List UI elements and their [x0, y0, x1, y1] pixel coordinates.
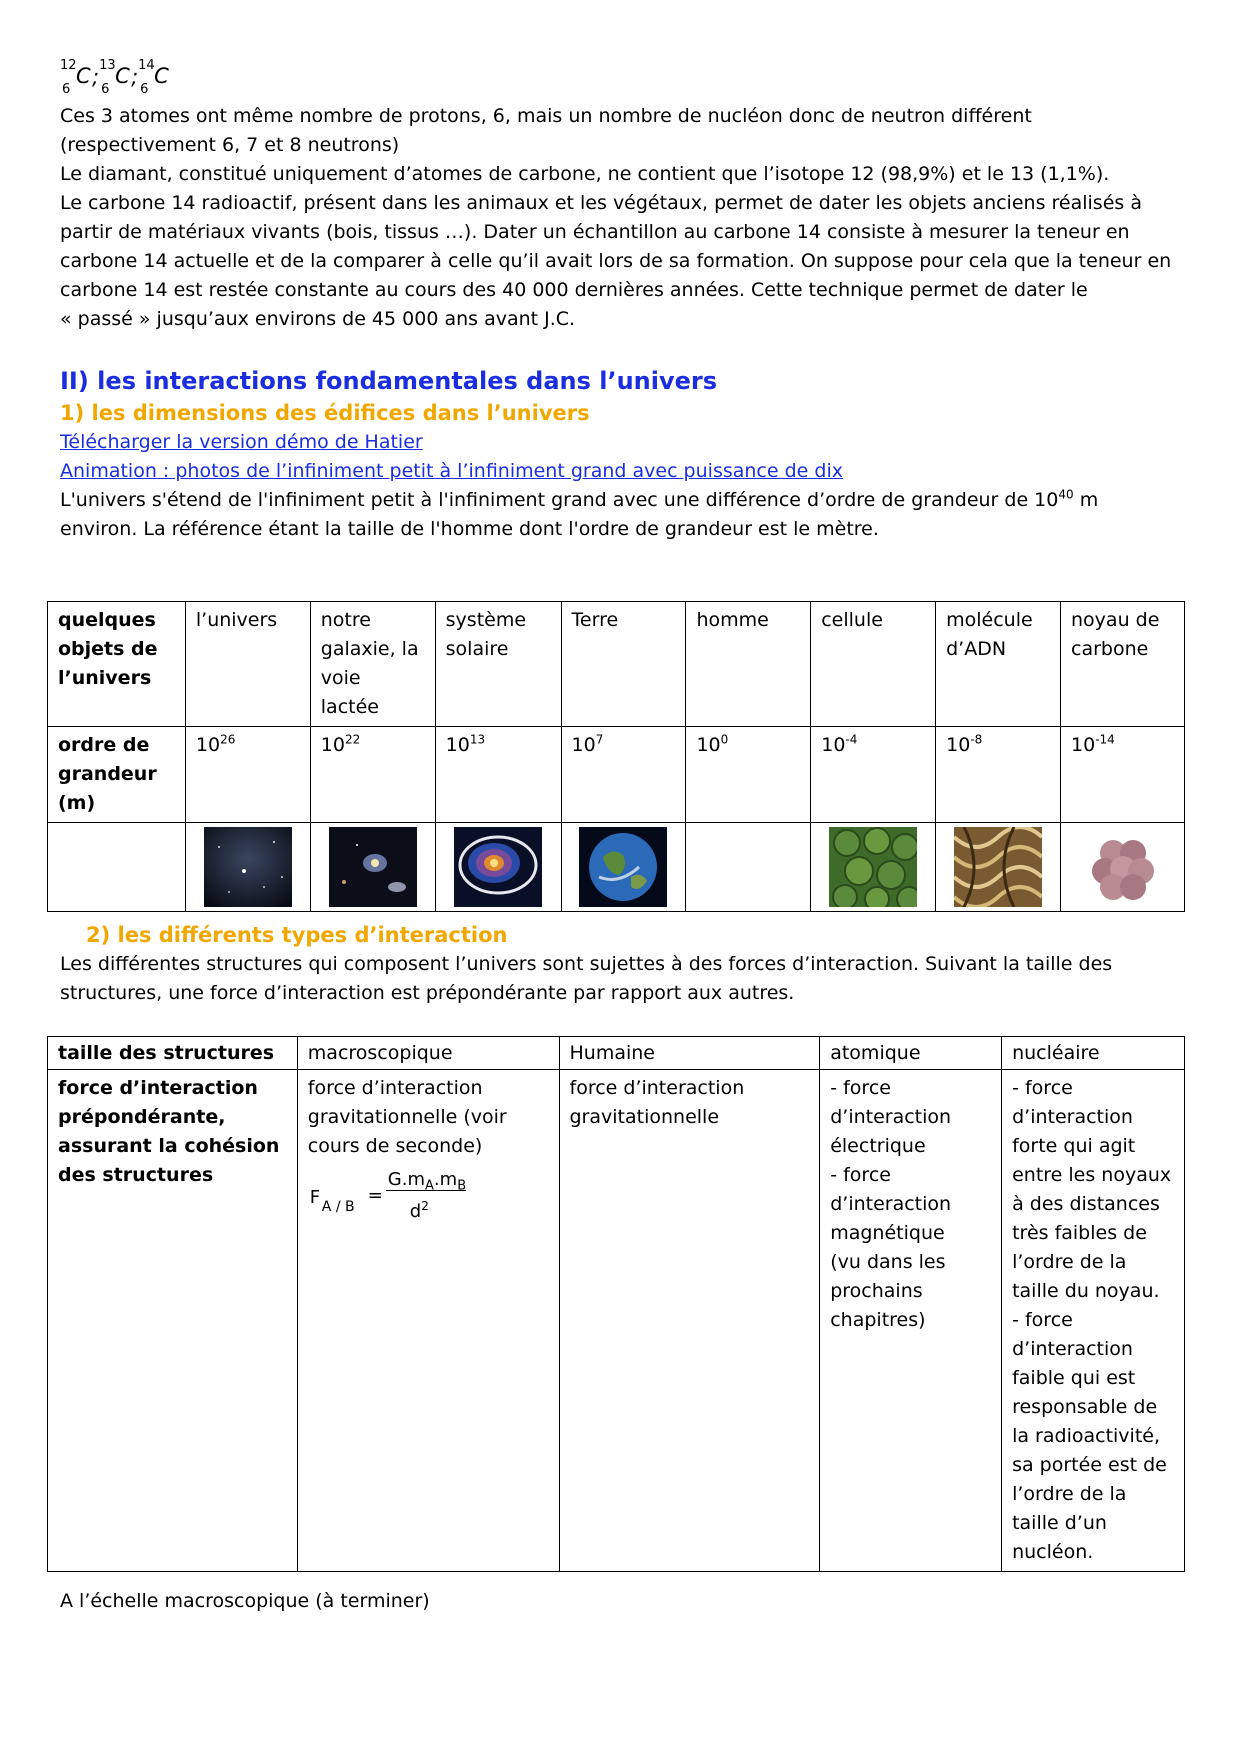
isotope-c13: 13 6 C — [99, 58, 130, 97]
objects-table — [47, 601, 1185, 912]
object-name: l’univers — [185, 602, 310, 727]
dna-image — [954, 827, 1042, 907]
object-name: homme — [686, 602, 811, 727]
magnitude-value: $10^{-14}$ — [1061, 727, 1185, 823]
images-row — [48, 823, 1185, 912]
document-page: 12 6 C ; 13 6 C ; 14 6 C Ces 3 atomes ont même nombre de protons, 6, mais un nombre de nucléon donc de neutron différent (respectivement 6, 7 et 8 neutrons) Le diamant, constitué uniquement d’atomes de carbone, ne contient que l’isotope 12 (98,9%) et le 13 (1,1%). Le carbone 14 radioactif, présent dans les animaux et les végétaux, permet de dater les objets anciens réalisés à partir de matériaux vivants (bois, tissus …). Dater un échantillon au carbone 14 consiste à mesurer la teneur en carbone 14 actuelle et de la comparer à celle qu’il avait lors de sa formation. On suppose pour cela que la teneur en carbone 14 est restée constante au cours des 40 000 dernières années. Cette technique permet de dater le « passé » jusqu’aux environs de 45 000 ans avant J.C. II) les interactions fondamentales dans l’univers 1) les dimensions des édifices dans l’univers Télécharger la version démo de Hatier Animation : photos de l’infiniment petit à l’infiniment grand avec puissance de dix L'univers s'étend de l'infiniment petit à l'infiniment grand avec une différence d’ordre de grandeur de $10^{40}$ m environ. La référence étant la taille de l'homme dont l'ordre de grandeur est le mètre. — [60, 58, 1200, 544]
object-name: cellule — [811, 602, 936, 727]
solar-system-image — [454, 827, 542, 907]
objects-row — [48, 602, 1185, 727]
object-name: noyau de carbone — [1061, 602, 1185, 727]
magnitude-value: $10^{22}$ — [310, 727, 435, 823]
force-row: force d’interaction prépondérante, assurant la cohésion des structures force d’interaction gravitationnelle (voir cours de seconde) F A / B = $G.m_A.m_B$ $d^2$ force d’interaction gravitationnelle - force d’interaction électrique - force d’interaction magnétique (vu dans les prochains chapitres) - force d’interaction forte qui agit entre les noyaux à des distances très faibles de l’ordre de la taille du noyau. - force d’interaction faible qui est responsable de la radioactivité, sa portée est de l’ordre de la taille d’un nucléon. — [48, 1070, 1185, 1572]
magnitude-row — [48, 727, 1185, 823]
magnitude-value: $10^{13}$ — [435, 727, 561, 823]
isotope-c12: 12 6 C — [60, 58, 91, 97]
magnitude-value: $10^7$ — [561, 727, 686, 823]
interaction-table — [47, 1036, 1185, 1572]
magnitude-value: $10^{26}$ — [185, 727, 310, 823]
scale-text: L'univers s'étend de l'infiniment petit à l'infiniment grand avec une différence d’ordre de grandeur de $10^{40}$ m — [60, 487, 1099, 511]
object-name: notre galaxie, la voie lactée — [310, 602, 435, 727]
section-title: II) les interactions fondamentales dans l’univers — [60, 367, 718, 395]
earth-image — [579, 827, 667, 907]
magnitude-value: $10^0$ — [686, 727, 811, 823]
macroscopic-cell: force d’interaction gravitationnelle (voir cours de seconde) F A / B = $G.m_A.m_B$ $d^2$ — [297, 1070, 559, 1572]
powers-of-ten-link[interactable]: Animation : photos de l’infiniment petit à l’infiniment grand avec puissance de dix — [60, 460, 843, 482]
magnitude-row-header: ordre de grandeur (m) — [48, 727, 186, 823]
hatier-demo-link[interactable]: Télécharger la version démo de Hatier — [60, 431, 423, 453]
galaxy-image — [329, 827, 417, 907]
magnitude-value: $10^{-8}$ — [936, 727, 1061, 823]
deep-space-image — [204, 827, 292, 907]
isotope-c14: 14 6 C — [138, 58, 169, 97]
object-name: Terre — [561, 602, 686, 727]
carbon-nucleus-image — [1079, 827, 1167, 907]
intro-paragraph: Ces 3 atomes ont même nombre de protons, 6, mais un nombre de nucléon donc de neutron différent (respectivement 6, 7 et 8 neutrons) Le diamant, constitué uniquement d’atomes de carbone, ne contient que l’isotope 12 (98,9%) et le 13 (1,1%). Le carbone 14 radioactif, présent dans les animaux et les végétaux, permet de dater les objets anciens réalisés à partir de matériaux vivants (bois, tissus …). Dater un échantillon au carbone 14 consiste à mesurer la teneur en carbone 14 actuelle et de la comparer à celle qu’il avait lors de sa formation. On suppose pour cela que la teneur en carbone 14 est restée constante au cours des 40 000 dernières années. Cette technique permet de dater le « passé » jusqu’aux environs de 45 000 ans avant J.C. — [60, 105, 1172, 330]
magnitude-value: $10^{-4}$ — [811, 727, 936, 823]
gravitation-formula: F A / B = $G.m_A.m_B$ $d^2$ — [309, 1169, 467, 1222]
footer-text: A l’échelle macroscopique (à terminer) — [60, 1590, 430, 1612]
header-row: taille des structures macroscopique Humaine atomique nucléaire — [48, 1037, 1185, 1070]
objects-row-header: quelques objets de l’univers — [48, 602, 186, 727]
subsection-2-title: 2) les différents types d’interaction — [86, 923, 508, 947]
isotope-notation: 12 6 C ; 13 6 C ; 14 6 C — [60, 58, 1200, 102]
object-name: molécule d’ADN — [936, 602, 1061, 727]
subsection-1-title: 1) les dimensions des édifices dans l’univers — [60, 401, 590, 425]
subsection-2: 2) les différents types d’interaction Les différentes structures qui composent l’univers sont sujettes à des forces d’interaction. Suivant la taille des structures, une force d’interaction est prépondérante par rapport aux autres. — [60, 920, 1200, 1008]
cells-image — [829, 827, 917, 907]
object-name: système solaire — [435, 602, 561, 727]
